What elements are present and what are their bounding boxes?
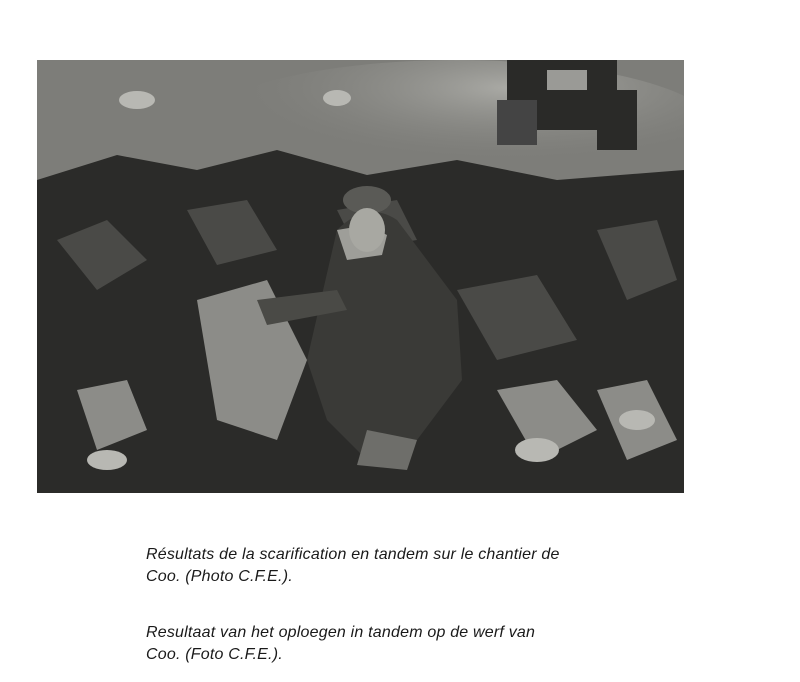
caption-french <box>146 544 706 588</box>
caption-dutch-line2: Coo. (Foto C.F.E.). <box>146 646 283 663</box>
caption-dutch-line1: Resultaat van het oploegen in tandem op de werf van <box>146 624 536 641</box>
photograph-icon <box>37 60 684 493</box>
caption-dutch <box>146 622 706 666</box>
caption-french-line2: Coo. (Photo C.F.E.). <box>146 568 293 585</box>
photograph <box>37 60 684 493</box>
caption-french-line1: Résultats de la scarification en tandem sur le chantier de <box>146 546 560 563</box>
